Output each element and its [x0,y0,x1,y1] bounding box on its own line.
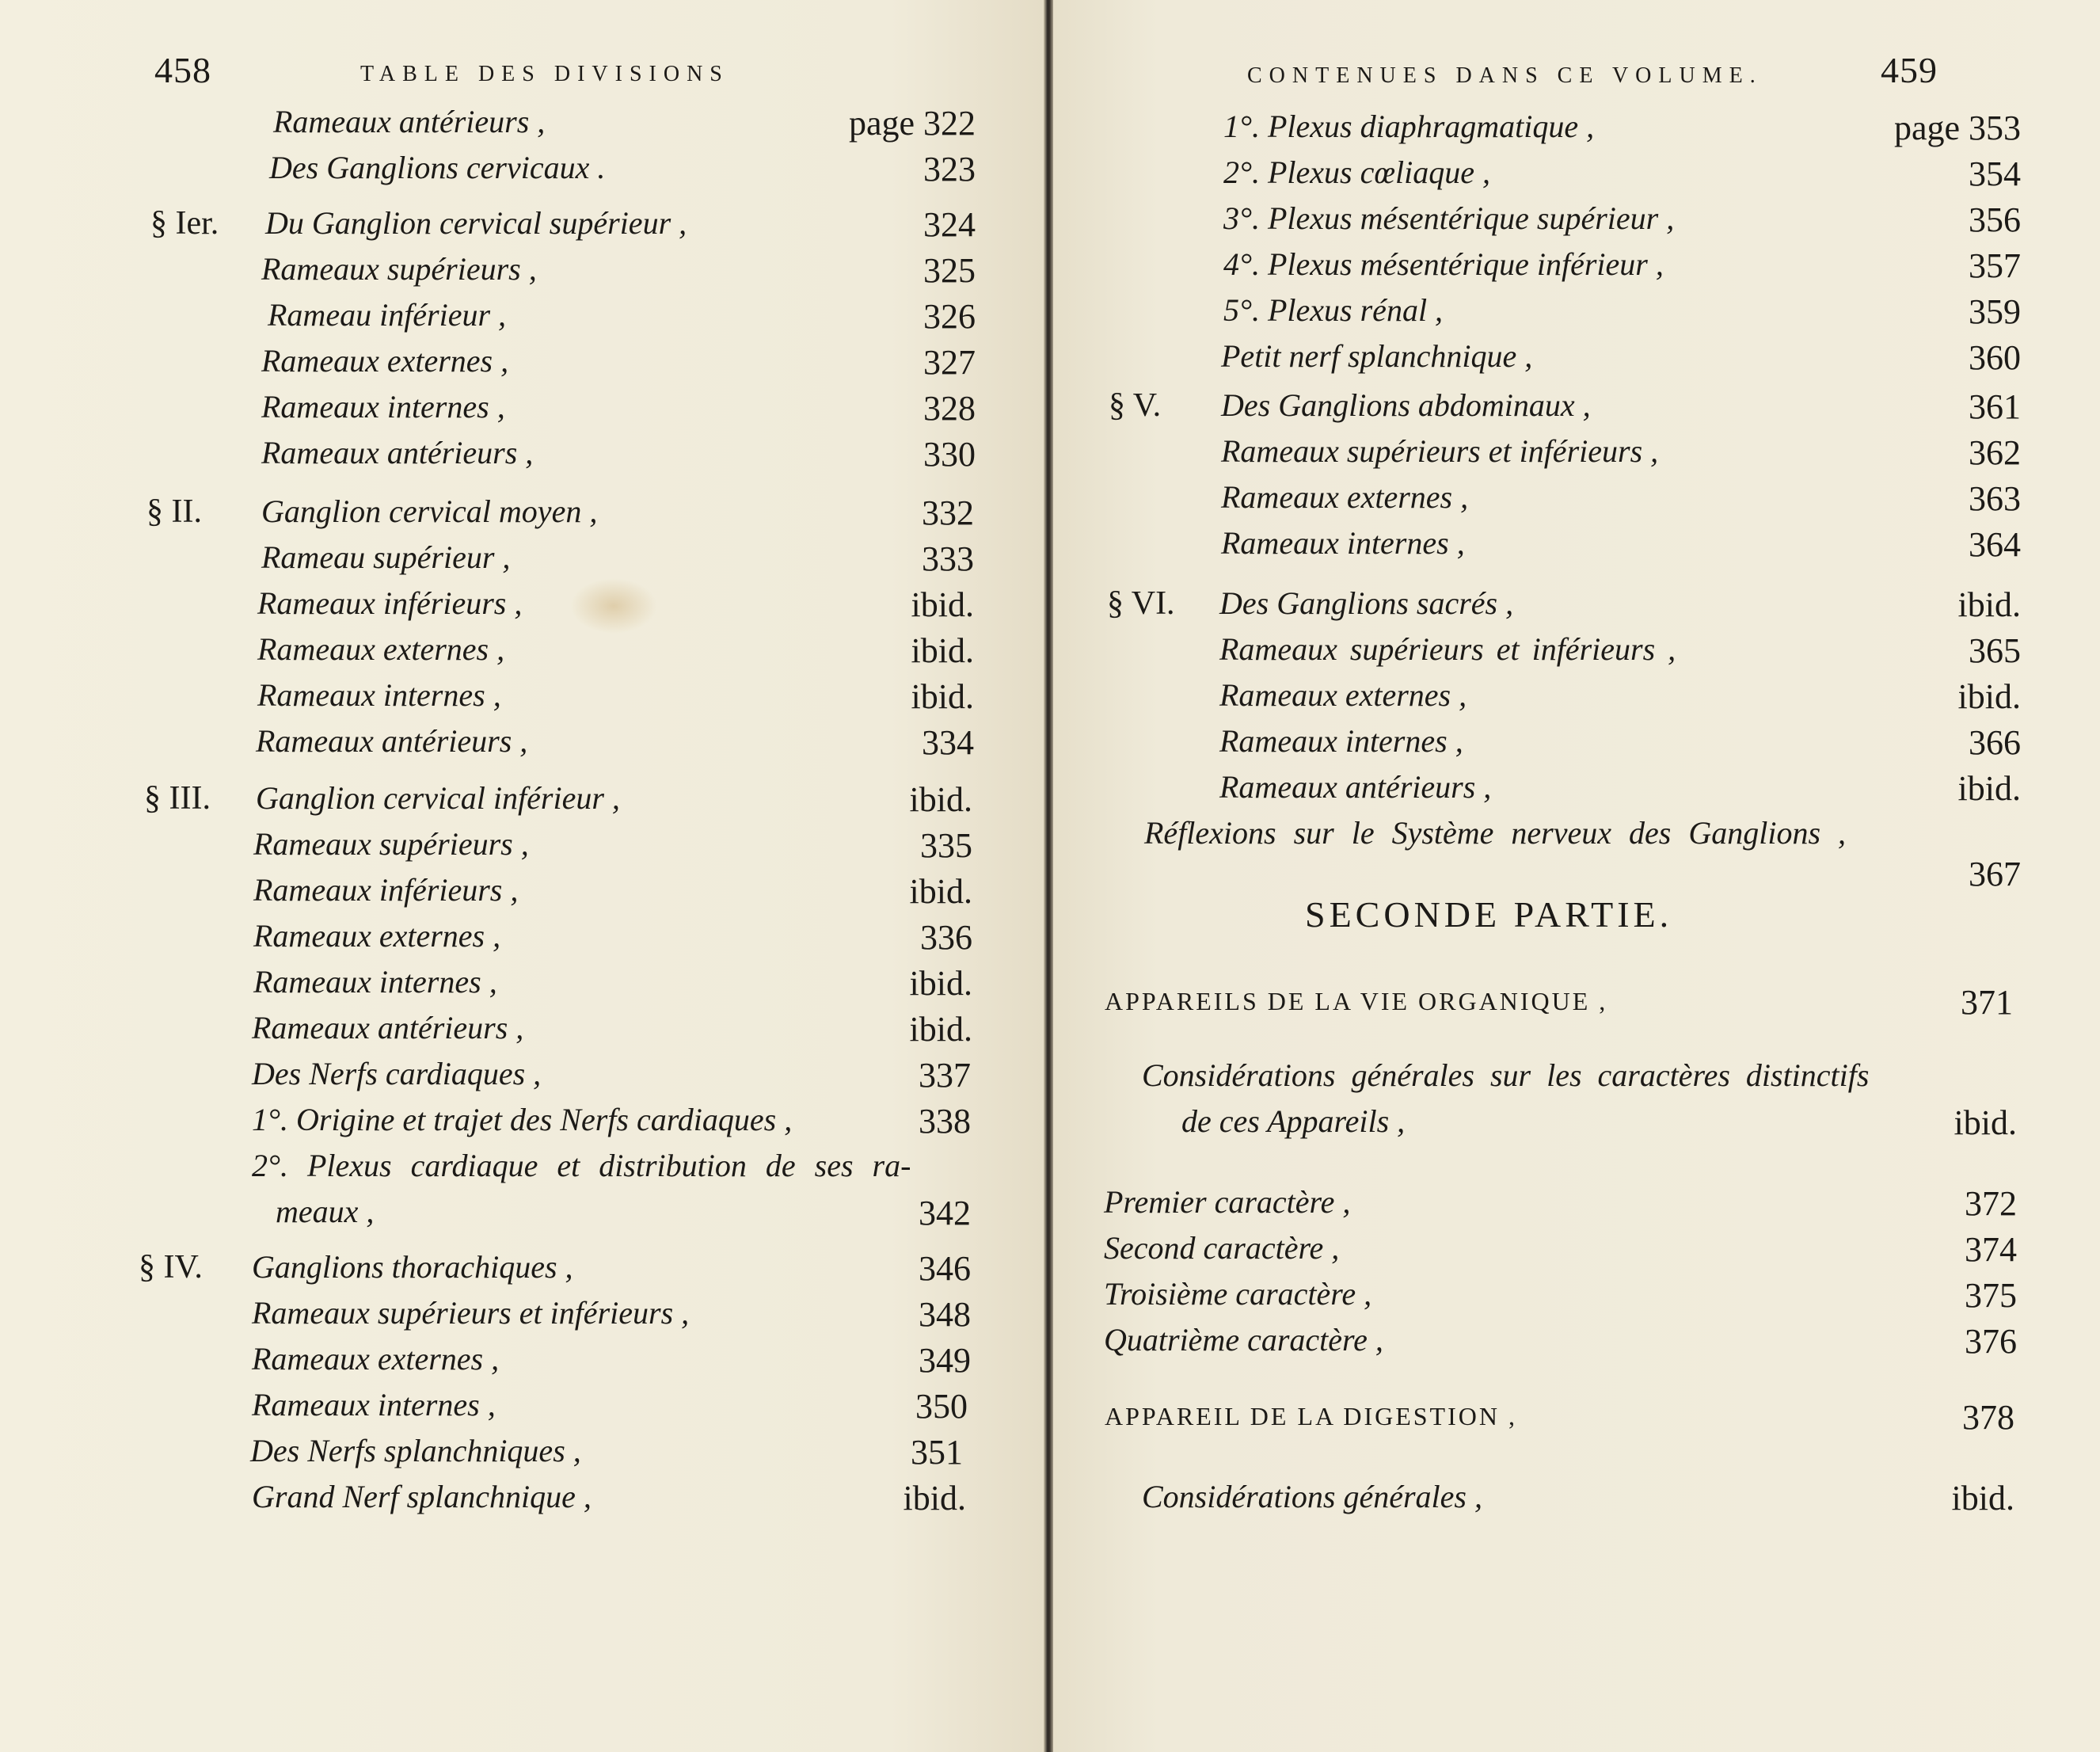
toc-entry-page: 348 [919,1295,971,1334]
toc-entry [0,204,1047,249]
toc-entry-page: ibid. [911,631,974,670]
toc-entry-title: Des Nerfs cardiaques , [252,1056,542,1091]
toc-entry-title: Ganglion cervical moyen , [261,493,598,529]
toc-entry [1053,1103,2100,1147]
toc-entry-page: 354 [1969,154,2021,193]
toc-entry-page: 357 [1969,246,2021,285]
toc-entry [0,342,1047,387]
section-mark: § IV. [139,1249,203,1285]
right-page [1053,0,2100,1752]
toc-entry-title: Du Ganglion cervical supérieur , [265,205,687,241]
toc-entry-title: 2°. Plexus cardiaque et distribution de ses ra- [252,1148,911,1183]
toc-entry [1053,982,2100,1026]
toc-entry [0,1294,1047,1339]
toc-entry-page: ibid. [1957,585,2021,624]
toc-entry-title: Rameaux internes , [257,677,501,713]
toc-entry [1053,854,2100,898]
toc-entry-page: ibid. [909,872,972,911]
toc-entry [0,388,1047,432]
toc-entry [0,296,1047,341]
toc-entry [0,1147,1047,1191]
toc-entry-title: 2°. Plexus cœliaque , [1223,154,1491,190]
toc-entry-title: Premier caractère , [1104,1184,1351,1220]
toc-entry-page: 326 [923,297,976,336]
toc-entry [0,250,1047,295]
toc-entry-page: 333 [922,539,974,578]
toc-entry [1053,585,2100,629]
toc-entry-title: Considérations générales , [1142,1479,1482,1514]
toc-entry-title: Des Nerfs splanchniques , [250,1433,581,1468]
toc-entry [1053,1397,2100,1442]
toc-entry [0,779,1047,824]
toc-entry-title: Rameaux internes , [252,1387,496,1423]
toc-entry [0,1432,1047,1476]
toc-entry [0,1478,1047,1522]
toc-entry [1053,630,2100,675]
toc-entry-title: Rameau supérieur , [261,539,511,575]
toc-entry [1053,200,2100,244]
toc-entry [0,103,1047,147]
toc-entry-page: 323 [923,150,976,189]
toc-entry [1053,524,2100,569]
toc-entry-title: Rameaux supérieurs et inférieurs , [252,1295,690,1331]
running-head: CONTENUES DANS CE VOLUME. [1247,63,1763,88]
toc-entry [1053,1478,2100,1522]
toc-entry [0,917,1047,962]
toc-entry-page: 374 [1965,1230,2017,1269]
toc-entry [1053,676,2100,721]
toc-entry-title: Rameaux supérieurs , [261,251,537,287]
toc-entry [0,1340,1047,1384]
toc-entry [1053,768,2100,813]
toc-entry [1053,478,2100,523]
toc-entry-page: 361 [1969,387,2021,426]
toc-entry-page: 336 [920,918,972,957]
toc-entry-page: ibid. [911,677,974,716]
toc-entry-page: 334 [922,723,974,762]
toc-entry [0,539,1047,583]
toc-entry-page: 364 [1969,525,2021,564]
toc-entry-title: Rameaux antérieurs , [256,723,528,759]
toc-entry [0,1055,1047,1099]
toc-entry [0,630,1047,675]
toc-entry-page: ibid. [911,585,974,624]
toc-entry-title: APPAREILS DE LA VIE ORGANIQUE , [1105,987,1608,1015]
toc-entry-title: Considérations générales sur les caractères distinctifs [1142,1057,1870,1093]
toc-entry-title: Rameaux inférieurs , [257,585,523,621]
toc-entry-title: 5°. Plexus rénal , [1223,292,1444,328]
toc-entry-title: Rameaux internes , [253,964,497,1000]
page-number: 458 [154,50,211,90]
toc-entry-title: Rameaux externes , [1221,479,1469,515]
toc-entry-title: Grand Nerf splanchnique , [252,1479,592,1514]
toc-entry [1053,387,2100,431]
toc-entry-title: de ces Appareils , [1181,1103,1406,1139]
toc-entry [1053,1321,2100,1365]
section-mark: § II. [146,493,202,530]
toc-entry-page: 359 [1969,292,2021,331]
toc-entry [1053,1275,2100,1320]
toc-entry-page: ibid. [1951,1479,2014,1518]
toc-entry-page: 349 [919,1341,971,1380]
toc-entry-title: Réflexions sur le Système nerveux des Ganglions , [1144,815,1847,851]
page-number: 459 [1881,50,1938,90]
toc-entry-title: Des Ganglions cervicaux . [269,150,606,185]
toc-entry-title: 3°. Plexus mésentérique supérieur , [1223,200,1675,236]
toc-entry [1053,1229,2100,1274]
toc-entry-page: 327 [923,343,976,382]
toc-entry-page: 335 [920,826,972,865]
toc-entry [1053,108,2100,152]
toc-entry [1053,291,2100,336]
toc-entry [0,825,1047,870]
toc-entry-page: 362 [1969,433,2021,472]
toc-entry-title: Des Ganglions abdominaux , [1221,387,1591,423]
toc-entry-title: Rameaux supérieurs , [253,826,529,862]
section-mark: § VI. [1107,585,1175,622]
toc-entry-title: meaux , [276,1194,375,1229]
toc-entry [1053,337,2100,382]
toc-entry-page: 330 [923,435,976,474]
toc-entry [1053,1057,2100,1101]
toc-entry-title: Rameaux supérieurs et inférieurs , [1221,433,1659,469]
toc-entry-page: 342 [919,1194,971,1232]
toc-entry-page: ibid. [909,1010,972,1049]
section-mark: § III. [144,780,211,817]
toc-entry-title: Rameaux antérieurs , [261,435,534,470]
toc-entry-page: page 353 [1893,109,2021,147]
running-head: TABLE DES DIVISIONS [360,62,729,86]
toc-entry [0,1009,1047,1053]
toc-entry-page: ibid. [1957,677,2021,716]
toc-entry-page: 366 [1969,723,2021,762]
toc-entry-title: APPAREIL DE LA DIGESTION , [1105,1402,1517,1430]
toc-entry-title: Rameaux internes , [1221,525,1465,561]
toc-entry-page: 367 [1969,855,2021,893]
toc-entry-title: Rameaux antérieurs , [252,1010,524,1045]
toc-entry-title: Des Ganglions sacrés , [1219,585,1514,621]
toc-entry-page: ibid. [1957,769,2021,808]
toc-entry-page: 332 [922,493,974,532]
toc-entry-page: 363 [1969,479,2021,518]
toc-entry-page: 378 [1962,1398,2014,1437]
toc-entry-title: Troisième caractère , [1104,1276,1372,1312]
toc-entry [0,585,1047,629]
toc-entry-page: 371 [1961,983,2013,1022]
toc-entry-title: 1°. Origine et trajet des Nerfs cardiaques , [252,1102,793,1137]
toc-entry-title: 1°. Plexus diaphragmatique , [1223,109,1595,144]
toc-entry [1053,1183,2100,1228]
toc-entry-page: 350 [915,1387,968,1426]
toc-entry-page: 325 [923,251,976,290]
toc-entry-title: Quatrième caractère , [1104,1322,1383,1358]
toc-entry [0,871,1047,916]
section-mark: § Ier. [150,205,219,242]
toc-entry-title: Rameaux externes , [257,631,505,667]
toc-entry-title: Rameaux internes , [261,389,505,425]
toc-entry [0,434,1047,478]
toc-entry [0,1101,1047,1145]
toc-entry-title: Rameaux externes , [1219,677,1467,713]
toc-entry-title: 4°. Plexus mésentérique inférieur , [1223,246,1664,282]
toc-entry [0,1193,1047,1237]
toc-entry [0,1386,1047,1430]
toc-entry [0,493,1047,537]
toc-entry [1053,246,2100,290]
toc-entry-title: Rameaux internes , [1219,723,1463,759]
toc-entry-page: 360 [1969,338,2021,377]
toc-entry-title: Second caractère , [1104,1230,1340,1266]
toc-entry-title: Rameaux supérieurs et inférieurs , [1219,631,1676,667]
toc-entry-page: 375 [1965,1276,2017,1315]
toc-entry-page: ibid. [903,1479,966,1518]
part-heading: SECONDE PARTIE. [1305,894,1673,935]
toc-entry-title: Rameaux inférieurs , [253,872,519,908]
toc-entry [1053,432,2100,477]
toc-entry-title: Rameaux antérieurs , [1219,769,1492,805]
toc-entry-page: 337 [919,1056,971,1095]
toc-entry [0,722,1047,767]
toc-entry-title: Ganglion cervical inférieur , [256,780,620,816]
toc-entry-title: Rameaux externes , [261,343,509,379]
toc-entry-page: 328 [923,389,976,428]
toc-entry-title: Rameaux externes , [252,1341,500,1377]
toc-entry-title: Rameau inférieur , [268,297,507,333]
toc-entry [0,149,1047,193]
toc-entry [1053,814,2100,859]
toc-entry-title: Petit nerf splanchnique , [1221,338,1533,374]
toc-entry-page: ibid. [1954,1103,2017,1142]
toc-entry-title: Rameaux antérieurs , [273,104,546,139]
toc-entry-page: 372 [1965,1184,2017,1223]
toc-entry-title: Rameaux externes , [253,918,501,954]
toc-entry-page: 376 [1965,1322,2017,1361]
toc-entry-page: 365 [1969,631,2021,670]
toc-entry [0,963,1047,1007]
toc-entry-page: 356 [1969,200,2021,239]
toc-entry [0,1248,1047,1293]
toc-entry-page: 351 [911,1433,963,1472]
toc-entry-page: ibid. [909,964,972,1003]
toc-entry [1053,154,2100,198]
toc-entry-page: ibid. [909,780,972,819]
toc-entry-title: Ganglions thorachiques , [252,1249,573,1285]
toc-entry-page: 324 [923,205,976,244]
toc-entry-page: 338 [919,1102,971,1141]
left-page [0,0,1047,1752]
section-mark: § V. [1109,387,1162,424]
toc-entry [0,676,1047,721]
toc-entry-page: 346 [919,1249,971,1288]
toc-entry [1053,722,2100,767]
toc-entry-page: page 322 [848,104,976,143]
